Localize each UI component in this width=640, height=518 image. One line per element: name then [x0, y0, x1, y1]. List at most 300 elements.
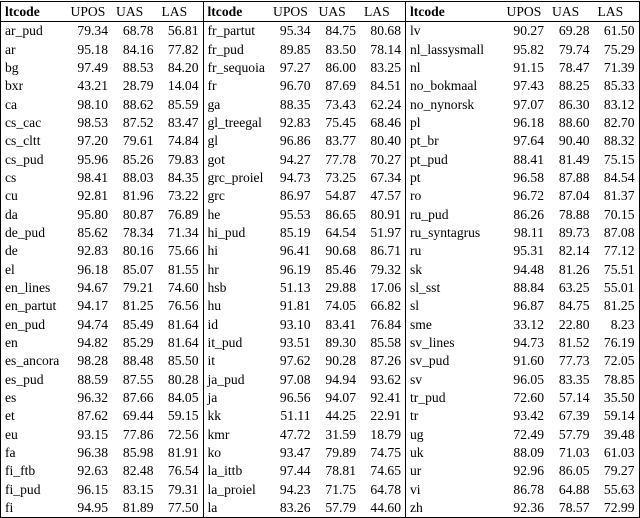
upos-score-cell: 94.67	[77, 279, 108, 295]
uas-score-cell: 83.35	[558, 371, 590, 387]
language-code-cell: la_proiel	[203, 481, 269, 499]
table-row	[1, 114, 640, 132]
uas-score-cell: 90.68	[325, 243, 356, 259]
las-score-cell: 75.66	[167, 243, 199, 259]
las-score-cell: 14.04	[167, 78, 199, 94]
upos-score-cell: 97.62	[279, 353, 311, 369]
las-score-cell: 87.26	[370, 353, 401, 369]
language-code-cell: it	[203, 352, 269, 370]
table-row	[1, 499, 640, 518]
las-score-cell: 39.48	[594, 426, 640, 444]
language-code-cell: el	[1, 260, 67, 278]
header-las-block-2: LAS	[364, 3, 390, 19]
upos-score-cell: 96.87	[513, 298, 544, 314]
language-code-cell: eu	[1, 426, 67, 444]
las-score-cell: 81.64	[167, 316, 199, 332]
uas-score-cell: 78.34	[122, 224, 154, 240]
las-score-cell: 74.65	[370, 463, 401, 479]
uas-score-cell: 83.77	[325, 133, 356, 149]
upos-score-cell: 92.63	[77, 463, 108, 479]
las-score-cell: 87.08	[594, 224, 640, 242]
uas-score-cell: 86.65	[325, 206, 356, 222]
language-code-cell: hr	[203, 260, 269, 278]
language-code-cell: hi_pud	[203, 224, 269, 242]
uas-score-cell: 84.75	[558, 298, 590, 314]
language-code-cell: ug	[406, 426, 503, 444]
table-row	[1, 444, 640, 462]
uas-score-cell: 83.41	[325, 316, 356, 332]
table-row	[1, 169, 640, 187]
las-score-cell: 74.60	[167, 279, 199, 295]
language-code-cell: it_pud	[203, 334, 269, 352]
las-score-cell: 22.91	[370, 408, 401, 424]
header-ltcode-block-3: ltcode	[406, 2, 503, 22]
language-code-cell: fr_partut	[203, 22, 269, 41]
uas-score-cell: 69.44	[122, 408, 154, 424]
header-upos-block-3: UPOS	[506, 3, 542, 19]
language-code-cell: fr_pud	[203, 40, 269, 58]
language-code-cell: zh	[406, 499, 503, 518]
table-row	[1, 95, 640, 113]
las-score-cell: 77.82	[167, 41, 199, 57]
upos-score-cell: 94.73	[279, 169, 311, 185]
table-row	[1, 407, 640, 425]
upos-score-cell: 96.05	[513, 371, 544, 387]
language-code-cell: ro	[406, 187, 503, 205]
uas-score-cell: 75.45	[325, 114, 356, 130]
las-score-cell: 79.83	[167, 151, 199, 167]
header-upos-block-1: UPOS	[70, 3, 106, 19]
results-table	[0, 1, 640, 518]
uas-score-cell: 85.46	[325, 261, 356, 277]
header-row	[1, 2, 640, 22]
header-uas-block-3: UAS	[552, 3, 580, 19]
las-score-cell: 74.75	[370, 445, 401, 461]
las-score-cell: 71.39	[594, 59, 640, 77]
las-score-cell: 76.84	[370, 316, 401, 332]
table-row	[1, 150, 640, 168]
header-ltcode-block-2: ltcode	[203, 2, 269, 22]
uas-score-cell: 84.75	[325, 23, 356, 39]
uas-score-cell: 88.48	[122, 353, 154, 369]
uas-score-cell: 94.07	[325, 390, 356, 406]
language-code-cell: kk	[203, 407, 269, 425]
language-code-cell: fr_sequoia	[203, 59, 269, 77]
language-code-cell: fr	[203, 77, 269, 95]
upos-score-cell: 51.13	[279, 279, 311, 295]
upos-score-cell: 94.74	[77, 316, 108, 332]
language-code-cell: sv_pud	[406, 352, 503, 370]
uas-score-cell: 84.16	[122, 41, 154, 57]
las-score-cell: 72.99	[594, 499, 640, 518]
uas-score-cell: 80.16	[122, 243, 154, 259]
upos-score-cell: 51.11	[280, 408, 311, 424]
uas-score-cell: 79.21	[122, 279, 154, 295]
las-score-cell: 78.85	[594, 371, 640, 389]
las-score-cell: 80.28	[167, 371, 199, 387]
las-score-cell: 88.32	[594, 132, 640, 150]
language-code-cell: grc	[203, 187, 269, 205]
las-score-cell: 55.01	[594, 279, 640, 297]
table-row	[1, 462, 640, 480]
language-code-cell: pt_br	[406, 132, 503, 150]
language-code-cell: ur	[406, 462, 503, 480]
uas-score-cell: 86.05	[558, 463, 590, 479]
language-code-cell: sl_sst	[406, 279, 503, 297]
upos-score-cell: 95.18	[77, 41, 108, 57]
language-code-cell: got	[203, 150, 269, 168]
language-code-cell: no_nynorsk	[406, 95, 503, 113]
upos-score-cell: 88.84	[513, 279, 544, 295]
las-score-cell: 64.78	[370, 481, 401, 497]
upos-score-cell: 90.27	[513, 23, 544, 39]
language-code-cell: tr	[406, 407, 503, 425]
uas-score-cell: 87.55	[122, 371, 154, 387]
language-code-cell: sl	[406, 297, 503, 315]
las-score-cell: 75.15	[594, 150, 640, 168]
las-score-cell: 68.46	[370, 114, 401, 130]
table-row	[1, 297, 640, 315]
uas-score-cell: 71.75	[325, 481, 356, 497]
upos-score-cell: 96.15	[77, 481, 108, 497]
table-row	[1, 389, 640, 407]
upos-score-cell: 97.07	[513, 96, 544, 112]
language-code-cell: grc_proiel	[203, 169, 269, 187]
uas-score-cell: 81.89	[122, 500, 154, 516]
language-code-cell: no_bokmaal	[406, 77, 503, 95]
table-row	[1, 279, 640, 297]
las-score-cell: 84.20	[167, 59, 199, 75]
language-code-cell: pt_pud	[406, 150, 503, 168]
upos-score-cell: 33.12	[513, 316, 544, 332]
las-score-cell: 85.50	[167, 353, 199, 369]
upos-score-cell: 97.49	[77, 59, 108, 75]
uas-score-cell: 79.74	[558, 41, 590, 57]
las-score-cell: 61.03	[594, 444, 640, 462]
uas-score-cell: 87.52	[122, 114, 154, 130]
uas-score-cell: 78.47	[558, 59, 590, 75]
language-code-cell: id	[203, 316, 269, 334]
uas-score-cell: 79.61	[122, 133, 154, 149]
las-score-cell: 81.64	[167, 335, 199, 351]
las-score-cell: 18.79	[370, 426, 401, 442]
las-score-cell: 70.15	[594, 205, 640, 223]
language-code-cell: uk	[406, 444, 503, 462]
las-score-cell: 44.60	[370, 500, 401, 516]
uas-score-cell: 77.86	[122, 426, 154, 442]
language-code-cell: ja_pud	[203, 371, 269, 389]
uas-score-cell: 89.73	[558, 224, 590, 240]
upos-score-cell: 92.36	[513, 500, 544, 516]
las-score-cell: 92.41	[370, 390, 401, 406]
language-code-cell: gl	[203, 132, 269, 150]
las-score-cell: 83.12	[594, 95, 640, 113]
las-score-cell: 78.14	[370, 41, 401, 57]
las-score-cell: 51.97	[370, 224, 401, 240]
uas-score-cell: 82.14	[558, 243, 590, 259]
las-score-cell: 84.51	[370, 78, 401, 94]
upos-score-cell: 87.62	[77, 408, 108, 424]
las-score-cell: 80.68	[370, 23, 401, 39]
uas-score-cell: 94.94	[325, 371, 356, 387]
uas-score-cell: 57.79	[558, 426, 590, 442]
las-score-cell: 72.56	[167, 426, 199, 442]
header-uas-block-2: UAS	[318, 3, 346, 19]
las-score-cell: 62.24	[370, 96, 401, 112]
language-code-cell: pl	[406, 114, 503, 132]
language-code-cell: he	[203, 205, 269, 223]
uas-score-cell: 85.98	[122, 445, 154, 461]
table-row	[1, 352, 640, 370]
language-code-cell: fi	[1, 499, 67, 518]
las-score-cell: 71.34	[167, 224, 199, 240]
uas-score-cell: 88.25	[558, 78, 590, 94]
las-score-cell: 85.33	[594, 77, 640, 95]
upos-score-cell: 92.81	[77, 188, 108, 204]
las-score-cell: 47.57	[370, 188, 401, 204]
language-code-cell: fi_pud	[1, 481, 67, 499]
las-score-cell: 67.34	[370, 169, 401, 185]
language-code-cell: la_ittb	[203, 462, 269, 480]
upos-score-cell: 94.48	[513, 261, 544, 277]
upos-score-cell: 97.43	[513, 78, 544, 94]
las-score-cell: 81.55	[167, 261, 199, 277]
uas-score-cell: 90.40	[558, 133, 590, 149]
upos-score-cell: 85.62	[77, 224, 108, 240]
uas-score-cell: 78.88	[558, 206, 590, 222]
language-code-cell: hu	[203, 297, 269, 315]
language-code-cell: pt	[406, 169, 503, 187]
table-row	[1, 334, 640, 352]
upos-score-cell: 92.96	[513, 463, 544, 479]
uas-score-cell: 81.49	[558, 151, 590, 167]
las-score-cell: 75.29	[594, 40, 640, 58]
language-code-cell: ar	[1, 40, 67, 58]
upos-score-cell: 94.73	[513, 335, 544, 351]
uas-score-cell: 85.49	[122, 316, 154, 332]
table-row	[1, 77, 640, 95]
language-code-cell: fa	[1, 444, 67, 462]
las-score-cell: 85.59	[167, 96, 199, 112]
upos-score-cell: 93.10	[279, 316, 311, 332]
upos-score-cell: 97.64	[513, 133, 544, 149]
uas-score-cell: 69.28	[558, 23, 590, 39]
upos-score-cell: 94.17	[77, 298, 108, 314]
las-score-cell: 79.31	[167, 481, 199, 497]
uas-score-cell: 71.03	[558, 445, 590, 461]
uas-score-cell: 28.79	[122, 78, 154, 94]
upos-score-cell: 97.08	[279, 371, 311, 387]
uas-score-cell: 57.14	[558, 390, 590, 406]
uas-score-cell: 31.59	[325, 426, 356, 442]
uas-score-cell: 80.87	[122, 206, 154, 222]
language-code-cell: sme	[406, 316, 503, 334]
table-row	[1, 22, 640, 41]
upos-score-cell: 97.44	[279, 463, 311, 479]
uas-score-cell: 78.57	[558, 500, 590, 516]
las-score-cell: 77.50	[167, 500, 199, 516]
language-code-cell: sk	[406, 260, 503, 278]
language-code-cell: nl	[406, 59, 503, 77]
las-score-cell: 55.63	[594, 481, 640, 499]
language-code-cell: da	[1, 205, 67, 223]
language-code-cell: bg	[1, 59, 67, 77]
uas-score-cell: 81.52	[558, 335, 590, 351]
header-uas-block-1: UAS	[116, 3, 144, 19]
language-code-cell: hi	[203, 242, 269, 260]
table-row	[1, 426, 640, 444]
uas-score-cell: 81.25	[122, 298, 154, 314]
language-code-cell: cs	[1, 169, 67, 187]
upos-score-cell: 96.32	[77, 390, 108, 406]
language-code-cell: cs_cltt	[1, 132, 67, 150]
uas-score-cell: 77.73	[558, 353, 590, 369]
upos-score-cell: 94.95	[77, 500, 108, 516]
language-code-cell: ru_syntagrus	[406, 224, 503, 242]
uas-score-cell: 64.88	[558, 481, 590, 497]
uas-score-cell: 63.25	[558, 279, 590, 295]
las-score-cell: 17.06	[370, 279, 401, 295]
las-score-cell: 8.23	[594, 316, 640, 334]
upos-score-cell: 92.83	[279, 114, 311, 130]
upos-score-cell: 93.42	[513, 408, 544, 424]
language-code-cell: kmr	[203, 426, 269, 444]
las-score-cell: 84.35	[167, 169, 199, 185]
language-code-cell: nl_lassysmall	[406, 40, 503, 58]
table-row	[1, 205, 640, 223]
uas-score-cell: 67.39	[558, 408, 590, 424]
las-score-cell: 84.54	[594, 169, 640, 187]
table-row	[1, 242, 640, 260]
language-code-cell: cs_pud	[1, 150, 67, 168]
language-code-cell: es	[1, 389, 67, 407]
upos-score-cell: 43.21	[77, 78, 108, 94]
table-row	[1, 316, 640, 334]
las-score-cell: 79.32	[370, 261, 401, 277]
upos-score-cell: 96.58	[513, 169, 544, 185]
uas-score-cell: 57.79	[325, 500, 356, 516]
language-code-cell: en_lines	[1, 279, 67, 297]
upos-score-cell: 91.60	[513, 353, 544, 369]
language-code-cell: cu	[1, 187, 67, 205]
las-score-cell: 81.37	[594, 187, 640, 205]
upos-score-cell: 72.49	[513, 426, 544, 442]
table-row	[1, 132, 640, 150]
las-score-cell: 59.14	[594, 407, 640, 425]
upos-score-cell: 95.96	[77, 151, 108, 167]
uas-score-cell: 83.50	[325, 41, 356, 57]
uas-score-cell: 73.25	[325, 169, 356, 185]
language-code-cell: de_pud	[1, 224, 67, 242]
upos-score-cell: 96.86	[279, 133, 311, 149]
las-score-cell: 83.47	[167, 114, 199, 130]
upos-score-cell: 94.27	[279, 151, 311, 167]
uas-score-cell: 90.28	[325, 353, 356, 369]
las-score-cell: 35.50	[594, 389, 640, 407]
upos-score-cell: 91.15	[513, 59, 544, 75]
las-score-cell: 66.82	[370, 298, 401, 314]
table-row	[1, 371, 640, 389]
upos-score-cell: 88.09	[513, 445, 544, 461]
uas-score-cell: 79.89	[325, 445, 356, 461]
las-score-cell: 81.25	[594, 297, 640, 315]
language-code-cell: lv	[406, 22, 503, 41]
las-score-cell: 70.27	[370, 151, 401, 167]
las-score-cell: 82.70	[594, 114, 640, 132]
uas-score-cell: 88.60	[558, 114, 590, 130]
upos-score-cell: 96.18	[77, 261, 108, 277]
upos-score-cell: 96.41	[279, 243, 311, 259]
uas-score-cell: 87.88	[558, 169, 590, 185]
upos-score-cell: 98.10	[77, 96, 108, 112]
upos-score-cell: 88.35	[279, 96, 311, 112]
uas-score-cell: 87.04	[558, 188, 590, 204]
language-code-cell: vi	[406, 481, 503, 499]
table-row	[1, 59, 640, 77]
language-code-cell: et	[1, 407, 67, 425]
upos-score-cell: 72.60	[513, 390, 544, 406]
language-code-cell: sv	[406, 371, 503, 389]
language-code-cell: ru	[406, 242, 503, 260]
language-code-cell: bxr	[1, 77, 67, 95]
uas-score-cell: 87.66	[122, 390, 154, 406]
upos-score-cell: 98.11	[513, 224, 544, 240]
uas-score-cell: 85.26	[122, 151, 154, 167]
upos-score-cell: 95.82	[513, 41, 544, 57]
las-score-cell: 76.54	[167, 463, 199, 479]
las-score-cell: 86.71	[370, 243, 401, 259]
table-row	[1, 260, 640, 278]
uas-score-cell: 81.96	[122, 188, 154, 204]
uas-score-cell: 22.80	[558, 316, 590, 332]
language-code-cell: fi_ftb	[1, 462, 67, 480]
upos-score-cell: 93.47	[279, 445, 311, 461]
upos-score-cell: 97.27	[279, 59, 311, 75]
upos-score-cell: 93.51	[279, 335, 311, 351]
upos-score-cell: 86.26	[513, 206, 544, 222]
language-code-cell: cs_cac	[1, 114, 67, 132]
las-score-cell: 81.91	[167, 445, 199, 461]
uas-score-cell: 86.00	[325, 59, 356, 75]
upos-score-cell: 95.53	[279, 206, 311, 222]
language-code-cell: tr_pud	[406, 389, 503, 407]
table-row	[1, 40, 640, 58]
language-code-cell: ar_pud	[1, 22, 67, 41]
language-code-cell: ru_pud	[406, 205, 503, 223]
uas-score-cell: 82.48	[122, 463, 154, 479]
las-score-cell: 56.81	[167, 23, 199, 39]
header-las-block-3: LAS	[594, 2, 640, 22]
table-row	[1, 224, 640, 242]
language-code-cell: sv_lines	[406, 334, 503, 352]
language-code-cell: en	[1, 334, 67, 352]
uas-score-cell: 85.07	[122, 261, 154, 277]
las-score-cell: 59.15	[167, 408, 199, 424]
language-code-cell: es_pud	[1, 371, 67, 389]
las-score-cell: 61.50	[594, 22, 640, 41]
uas-score-cell: 87.69	[325, 78, 356, 94]
table-body	[1, 22, 640, 518]
uas-score-cell: 89.30	[325, 335, 356, 351]
uas-score-cell: 88.03	[122, 169, 154, 185]
las-score-cell: 76.89	[167, 206, 199, 222]
upos-score-cell: 94.23	[279, 481, 311, 497]
language-code-cell: la	[203, 499, 269, 518]
upos-score-cell: 96.56	[279, 390, 311, 406]
upos-score-cell: 95.31	[513, 243, 544, 259]
table-row	[1, 187, 640, 205]
table-row	[1, 481, 640, 499]
